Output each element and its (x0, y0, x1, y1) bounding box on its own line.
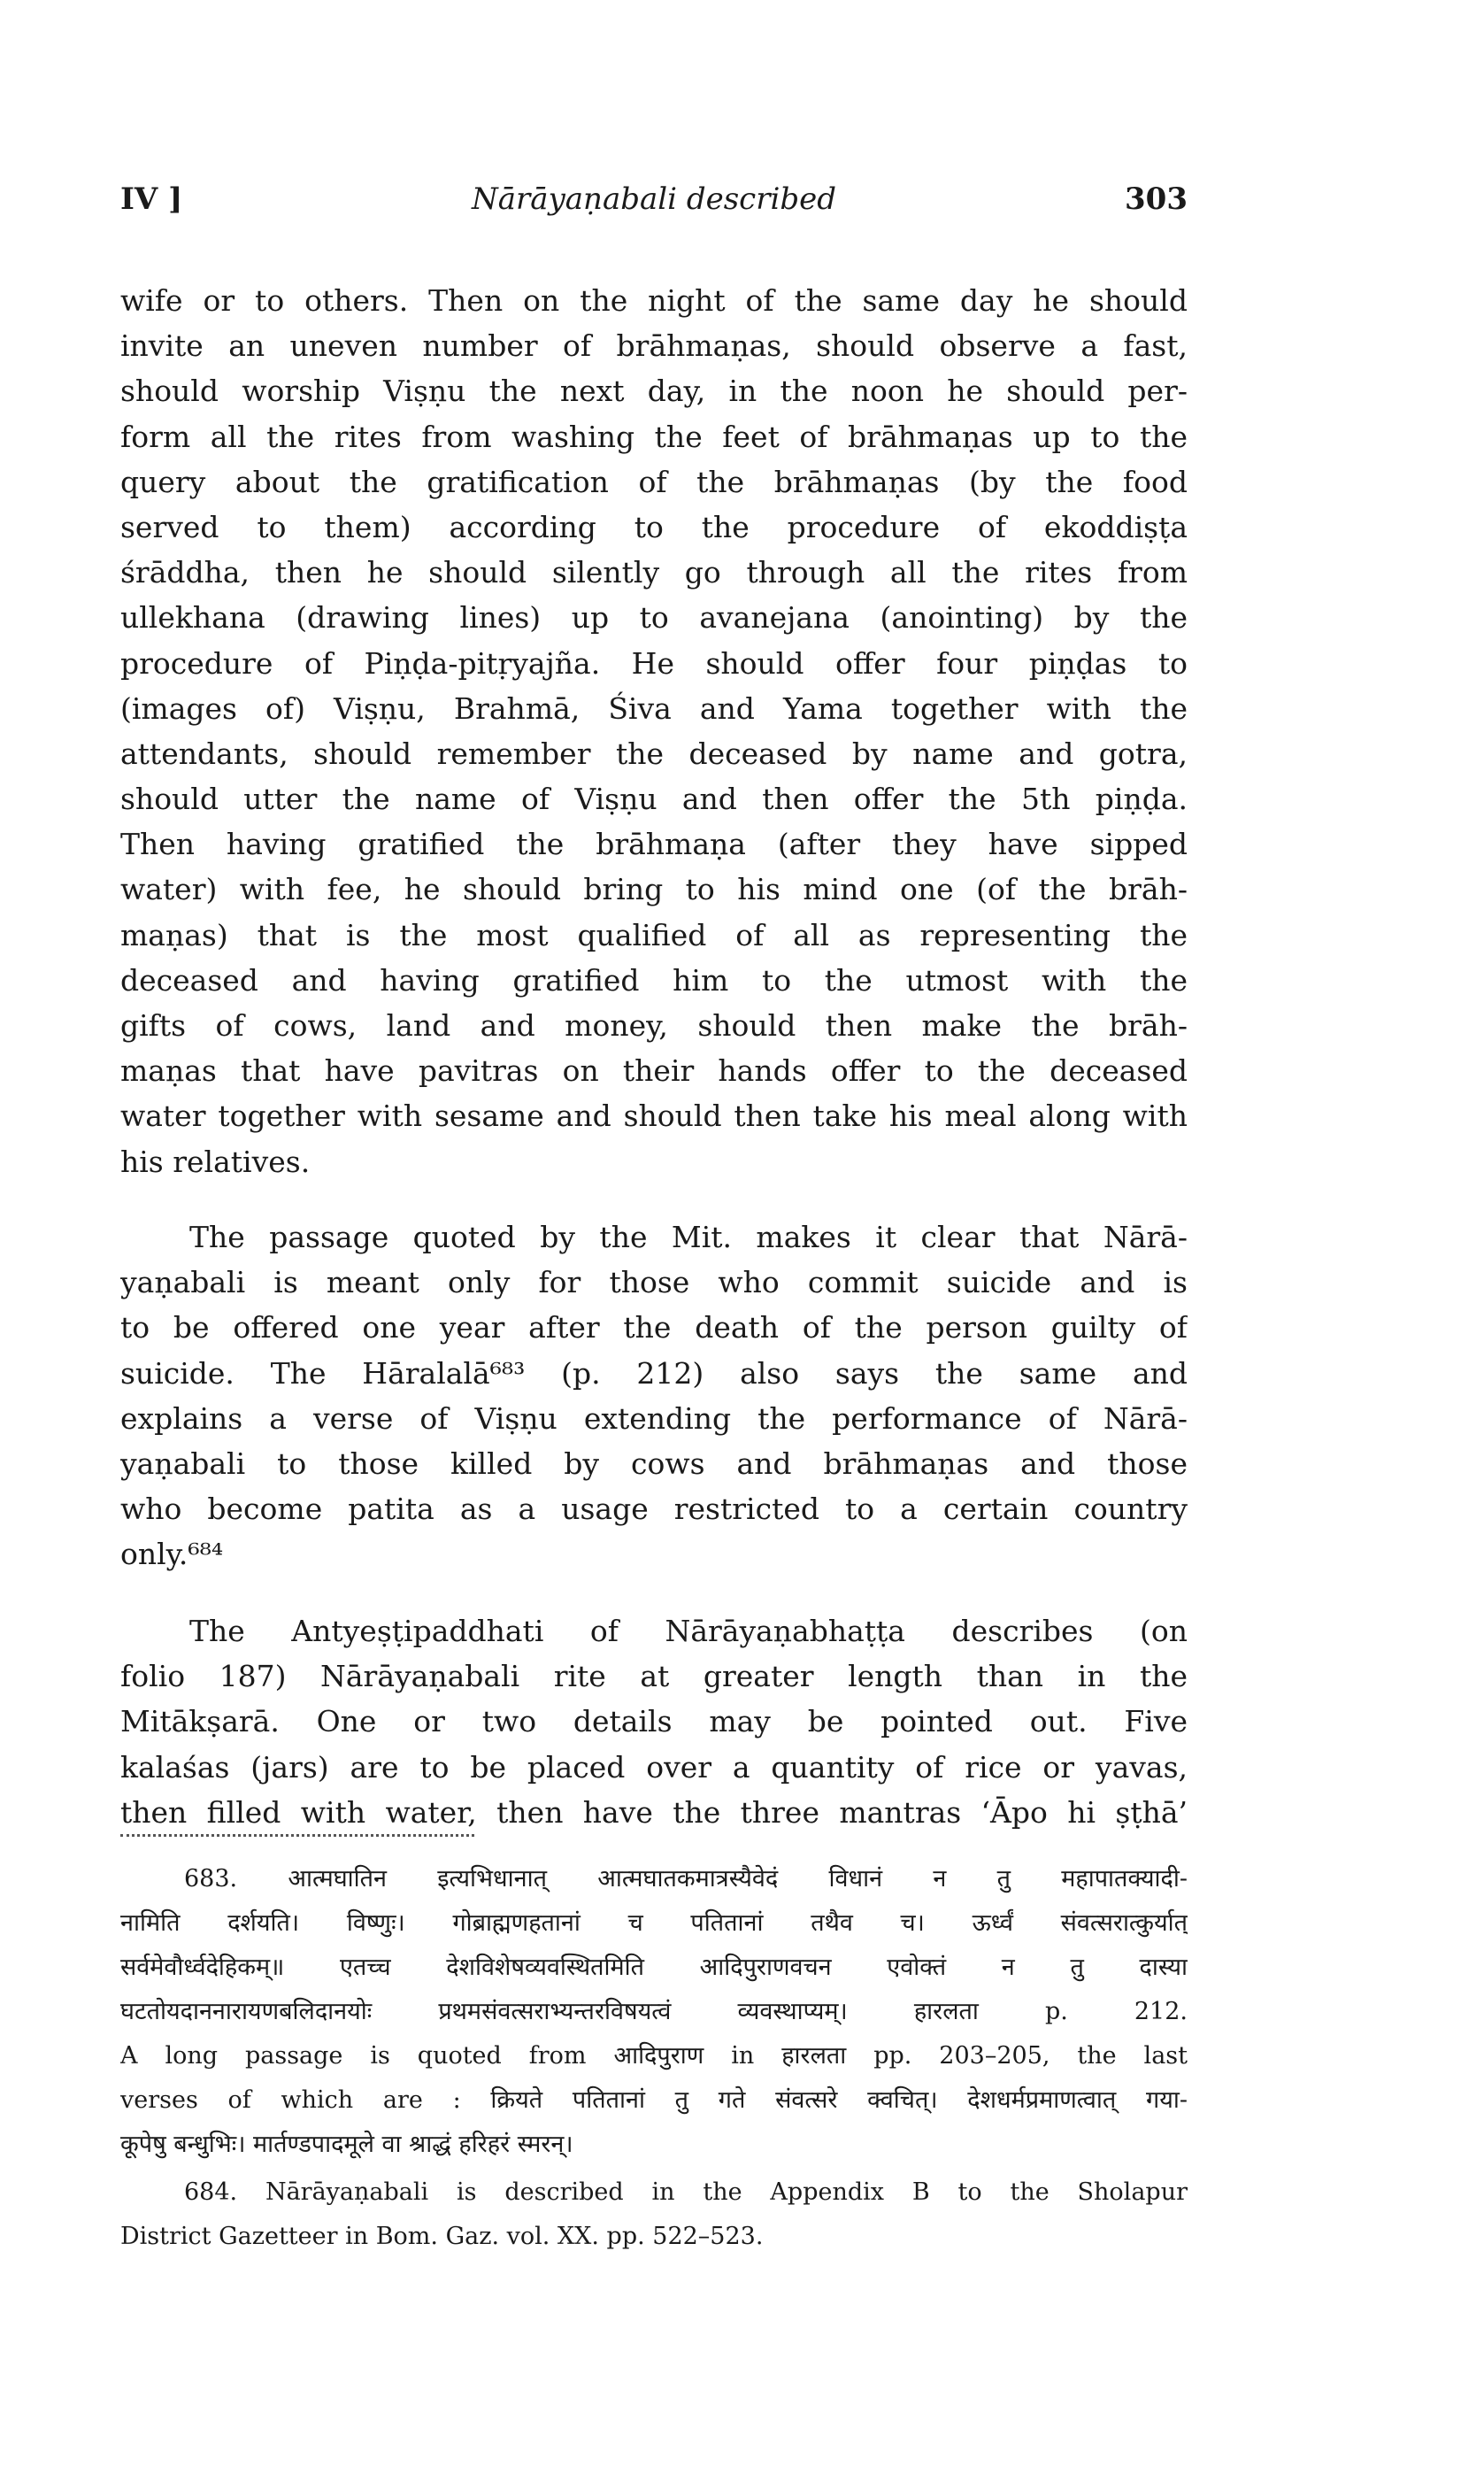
text-line: served to them) according to the procedure of ekoddiṣṭa (120, 509, 1188, 544)
text-line: only.⁶⁸⁴ (120, 1537, 224, 1572)
text-line: explains a verse of Viṣṇu extending the performance of Nārā- (120, 1400, 1188, 1436)
text-line: procedure of Piṇḍa-pitṛyajña. He should offer four piṇḍas to (120, 645, 1188, 681)
text-line: his relatives. (120, 1144, 311, 1179)
paragraph-3 (120, 1608, 1188, 1835)
text-line: The Antyeṣṭipaddhati of Nārāyaṇabhaṭṭa describes (on (189, 1614, 1188, 1648)
paragraph-2 (120, 1214, 1188, 1577)
running-title: Nārāyaṇabali described (472, 181, 836, 217)
text-line: folio 187) Nārāyaṇabali rite at greater length than in the (120, 1659, 1188, 1694)
text-line: form all the rites from washing the feet of brāhmaṇas up to the (120, 419, 1188, 454)
text-line: A long passage is quoted from आदिपुराण in हारलता pp. 203–205, the last (120, 2042, 1188, 2070)
text-line: Then having gratified the brāhmaṇa (after they have sipped (120, 827, 1188, 862)
paragraph-1 (120, 278, 1188, 1184)
text-line: kalaśas (jars) are to be placed over a quantity of rice or yavas, (120, 1749, 1188, 1785)
text-line: 683. आत्मघातिन इत्यभिधानात् आत्मघातकमात्रस्यैवेदं विधानं न तु महापातक्यादी- (184, 1865, 1188, 1893)
text-line: नामिति दर्शयति। विष्णुः। गोब्राह्मणहतानां च पतितानां तथैव च। ऊर्ध्वं संवत्सरात्कुर्यात् (120, 1909, 1188, 1937)
text-line: query about the gratification of the brāhmaṇas (by the food (120, 464, 1188, 499)
text-line: The passage quoted by the Mit. makes it clear that Nārā- (189, 1220, 1188, 1254)
text-line: yaṇabali to those killed by cows and brāhmaṇas and those (120, 1446, 1188, 1481)
text-line: śrāddha, then he should silently go through all the rites from (120, 555, 1188, 590)
text-line: water) with fee, he should bring to his mind one (of the brāh- (120, 872, 1188, 907)
text-line: who become patita as a usage restricted to a certain country (120, 1492, 1188, 1527)
footnote-684 (120, 2170, 1188, 2259)
text-line: to be offered one year after the death of the person guilty of (120, 1310, 1188, 1345)
text-line: verses of which are : क्रियते पतितानां तु गते संवत्सरे क्वचित्। देशधर्मप्रमाणत्वात् गया- (120, 2086, 1188, 2114)
text-line: deceased and having gratified him to the utmost with the (120, 962, 1188, 998)
text-line: कूपेषु बन्धुभिः। मार्तण्डपादमूले वा श्राद्धं हरिहरं स्मरन्। (120, 2131, 573, 2158)
running-header (120, 181, 1188, 226)
text-line: ullekhana (drawing lines) up to avanejana (anointing) by the (120, 600, 1188, 636)
text-line: Mitākṣarā. One or two details may be pointed out. Five (120, 1704, 1188, 1739)
text-line: suicide. The Hāralalā⁶⁸³ (p. 212) also says the same and (120, 1355, 1188, 1391)
text-line: should utter the name of Viṣṇu and then offer the 5th piṇḍa. (120, 782, 1188, 817)
text-line: 684. Nārāyaṇabali is described in the Appendix B to the Sholapur (184, 2178, 1188, 2206)
chapter-marker: IV ] (120, 181, 183, 217)
text-line: सर्वमेवौर्ध्वदेहिकम्॥ एतच्च देशविशेषव्यवस्थितमिति आदिपुराणवचन एवोक्तं न तु दास्या (120, 1954, 1188, 1981)
text-line: attendants, should remember the deceased by name and gotra, (120, 736, 1188, 771)
text-line: (images of) Viṣṇu, Brahmā, Śiva and Yama together with the (120, 690, 1188, 726)
footnote-683 (120, 1857, 1188, 2167)
text-line: wife or to others. Then on the night of the same day he should (120, 283, 1188, 318)
text-line: yaṇabali is meant only for those who commit suicide and is (120, 1265, 1188, 1300)
text-line: घटतोयदाननारायणबलिदानयोः प्रथमसंवत्सराभ्यन्तरविषयत्वं व्यवस्थाप्यम्। हारलता p. 212. (120, 1998, 1188, 2025)
text-line: maṇas that have pavitras on their hands offer to the deceased (120, 1053, 1188, 1089)
text-line: District Gazetteer in Bom. Gaz. vol. XX. pp. 522–523. (120, 2223, 764, 2250)
text-line: invite an uneven number of brāhmaṇas, should observe a fast, (120, 328, 1188, 364)
text-line: should worship Viṣṇu the next day, in the noon he should per- (120, 374, 1188, 409)
page-number: 303 (1125, 181, 1188, 217)
text-line: gifts of cows, land and money, should then make the brāh- (120, 1008, 1188, 1043)
text-line: water together with sesame and should then take his meal along with (120, 1099, 1188, 1134)
text-line: maṇas) that is the most qualified of all as representing the (120, 917, 1188, 952)
text-line: then filled with water, then have the three mantras ‘Āpo hi ṣṭhā’ (120, 1794, 1188, 1830)
footnote-separator (120, 1834, 474, 1837)
